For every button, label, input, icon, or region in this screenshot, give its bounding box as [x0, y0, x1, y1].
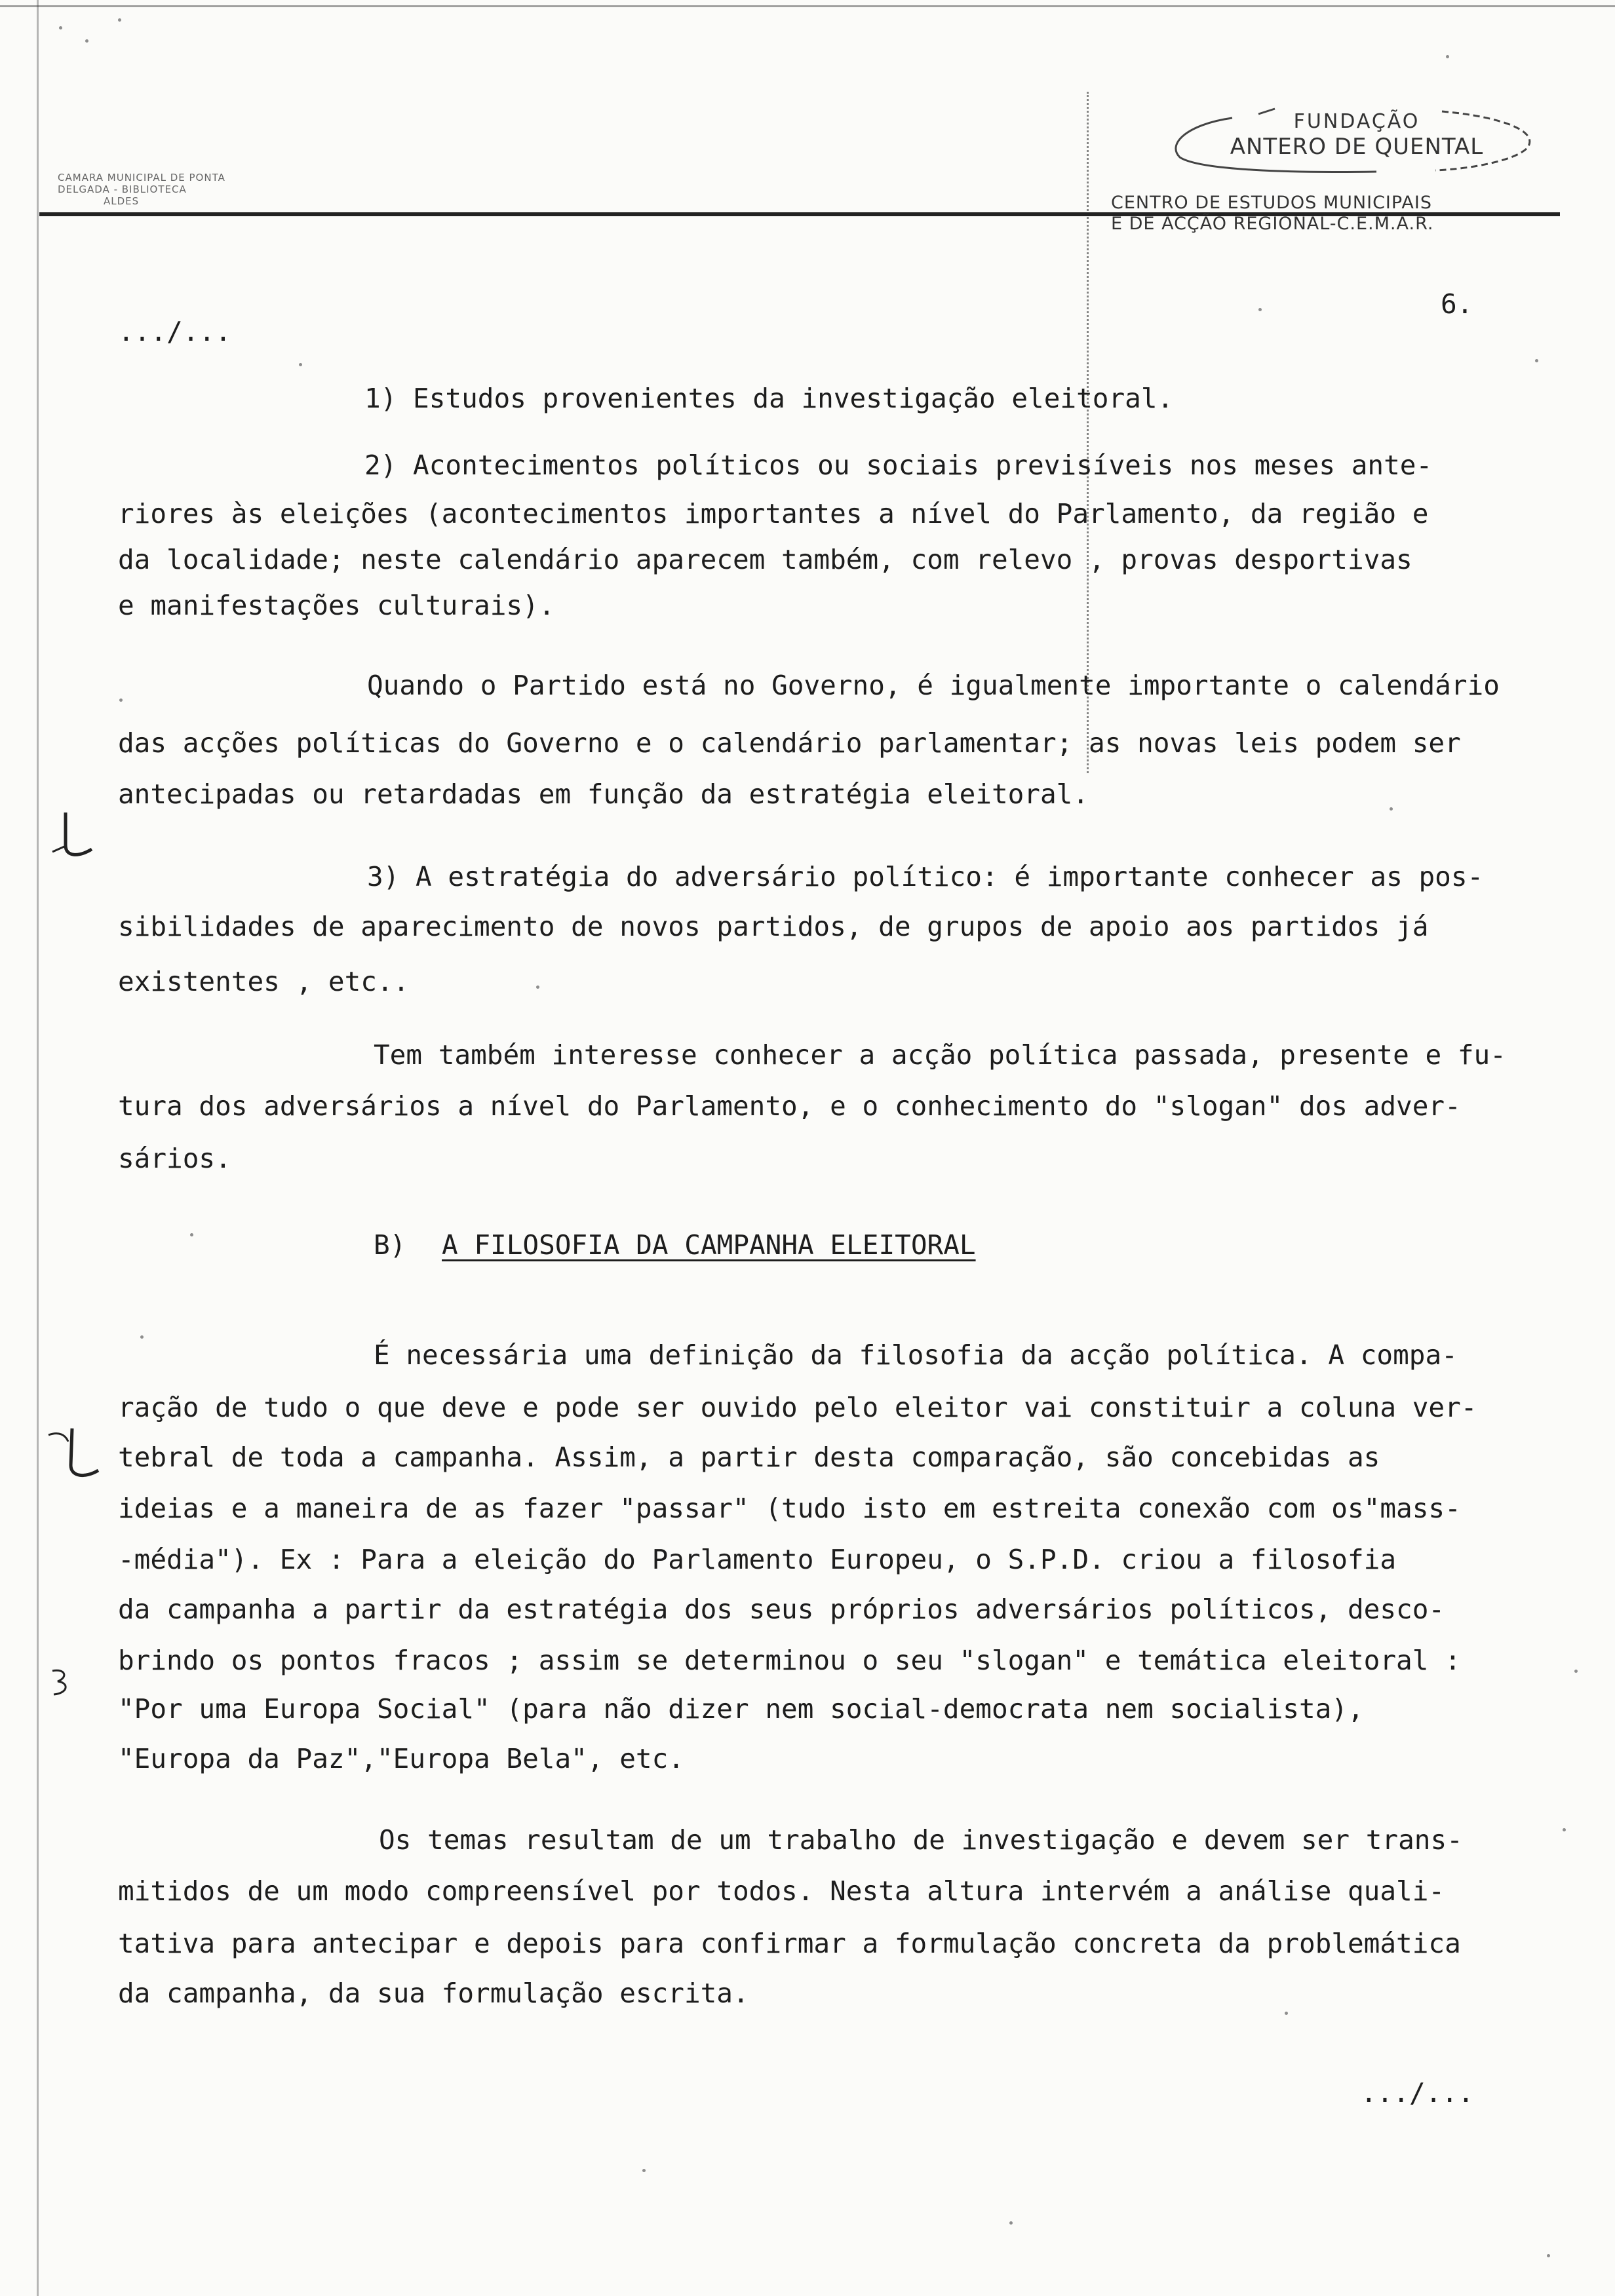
speckle [299, 363, 302, 366]
logo-line-fundacao: FUNDAÇÃO [1293, 110, 1420, 133]
left-binding-edge [37, 0, 39, 2296]
paragraph-line: sários. [118, 1143, 231, 1174]
continuation-marker-top: .../... [118, 316, 231, 347]
paragraph-line: existentes , etc.. [118, 966, 410, 997]
center-name-line1: CENTRO DE ESTUDOS MUNICIPAIS [1111, 193, 1433, 213]
paragraph-line: "Por uma Europa Social" (para não dizer nem social-democrata nem socialista), [118, 1693, 1364, 1725]
paragraph-line: da campanha a partir da estratégia dos seus próprios adversários políticos, desco- [118, 1594, 1445, 1625]
paragraph-line: -média"). Ex : Para a eleição do Parlamento Europeu, o S.P.D. criou a filosofia [118, 1544, 1397, 1575]
paragraph-line: Tem também interesse conhecer a acção política passada, presente e fu- [374, 1039, 1506, 1071]
paragraph-line: "Europa da Paz","Europa Bela", etc. [118, 1743, 684, 1774]
paragraph-line: tativa para antecipar e depois para confirmar a formulação concreta da problemática [118, 1928, 1461, 1959]
paragraph-line: brindo os pontos fracos ; assim se determinou o seu "slogan" e temática eleitoral : [118, 1645, 1461, 1676]
speckle [1547, 2254, 1550, 2257]
section-title: A FILOSOFIA DA CAMPANHA ELEITORAL [442, 1229, 976, 1261]
speckle [118, 18, 121, 22]
speckle [1446, 55, 1449, 58]
paragraph-line: antecipadas ou retardadas em função da estratégia eleitoral. [118, 778, 1089, 810]
logo-line-antero: ANTERO DE QUENTAL [1230, 134, 1484, 160]
paragraph-line: Quando o Partido está no Governo, é igualmente importante o calendário [367, 670, 1500, 701]
page-number: 6. [1441, 288, 1473, 320]
margin-scribble-icon [46, 1664, 79, 1704]
paragraph-line: das acções políticas do Governo e o calendário parlamentar; as novas leis podem ser [118, 727, 1461, 759]
paragraph-line: Os temas resultam de um trabalho de investigação e devem ser trans- [379, 1824, 1463, 1856]
library-stamp-line: CAMARA MUNICIPAL DE PONTA [58, 172, 225, 183]
library-stamp [58, 172, 225, 207]
foundation-logo [1160, 105, 1553, 177]
speckle [85, 39, 88, 43]
speckle [1258, 308, 1262, 311]
speckle [119, 698, 123, 702]
speckle [1535, 359, 1538, 362]
margin-hook-mark-icon [46, 806, 98, 865]
paragraph-line: ração de tudo o que deve e pode ser ouvido pelo eleitor vai constituir a coluna ver- [118, 1392, 1477, 1423]
paragraph-line: mitidos de um modo compreensível por todos. Nesta altura intervém a análise quali- [118, 1875, 1445, 1907]
continuation-marker-bottom: .../... [1361, 2077, 1474, 2109]
speckle [140, 1335, 144, 1339]
paragraph-line: da campanha, da sua formulação escrita. [118, 1978, 749, 2009]
top-edge-rule [0, 5, 1615, 7]
speckle [1009, 2221, 1013, 2225]
paragraph-line: da localidade; neste calendário aparecem também, com relevo , provas desportivas [118, 544, 1412, 575]
speckle [642, 2169, 646, 2172]
paragraph-line: 3) A estratégia do adversário político: é importante conhecer as pos- [367, 861, 1484, 892]
list-item-1: 1) Estudos provenientes da investigação eleitoral. [364, 383, 1174, 414]
paragraph-line: e manifestações culturais). [118, 590, 555, 621]
speckle [1574, 1670, 1578, 1673]
speckle [536, 985, 539, 989]
paragraph-line: 2) Acontecimentos políticos ou sociais previsíveis nos meses ante- [364, 450, 1433, 481]
library-stamp-line: ALDES [104, 195, 140, 207]
library-stamp-line: DELGADA - BIBLIOTECA [58, 183, 187, 195]
paragraph-line: sibilidades de aparecimento de novos partidos, de grupos de apoio aos partidos já [118, 911, 1429, 942]
paragraph-line: tebral de toda a campanha. Assim, a partir desta comparação, são concebidas as [118, 1442, 1380, 1473]
paragraph-line: ideias e a maneira de as fazer "passar" (tudo isto em estreita conexão com os"mass- [118, 1493, 1461, 1524]
speckle [1563, 1828, 1566, 1831]
paragraph-line: É necessária uma definição da filosofia da acção política. A compa- [374, 1339, 1458, 1371]
speckle [1390, 807, 1393, 811]
speckle [190, 1233, 193, 1236]
center-name-line2: E DE ACÇÃO REGIONAL-C.E.M.A.R. [1111, 214, 1434, 234]
paragraph-line: tura dos adversários a nível do Parlamento, e o conhecimento do "slogan" dos adver- [118, 1090, 1461, 1122]
margin-hook-mark-icon [39, 1422, 105, 1487]
speckle [59, 26, 62, 29]
section-label: B) [374, 1229, 406, 1261]
speckle [1285, 2012, 1288, 2015]
paragraph-line: riores às eleições (acontecimentos importantes a nível do Parlamento, da região e [118, 498, 1429, 529]
